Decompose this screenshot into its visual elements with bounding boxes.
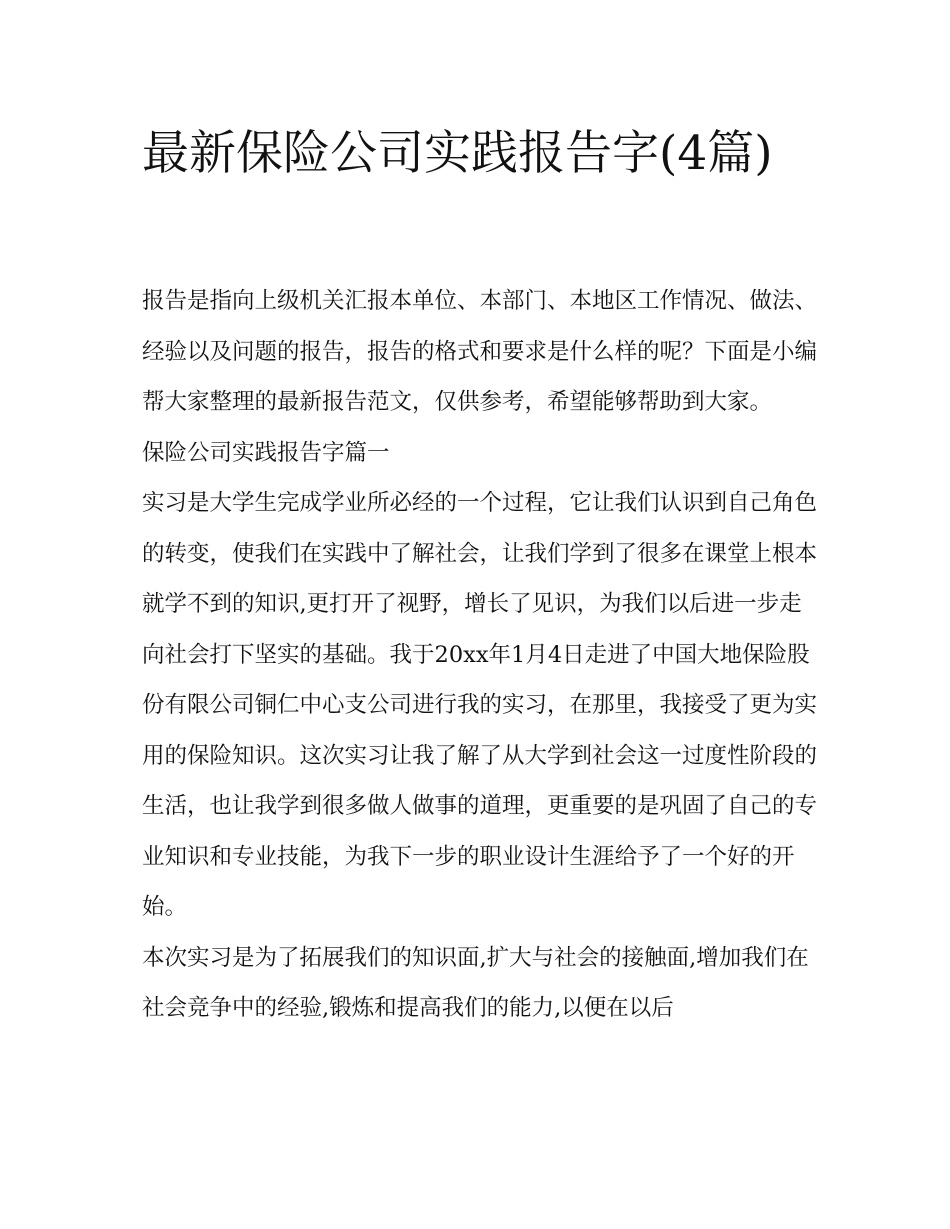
document-body	[142, 276, 822, 1034]
document-title: 最新保险公司实践报告字(4篇)	[142, 126, 773, 181]
body-paragraph: 本次实习是为了拓展我们的知识面,扩大与社会的接触面,增加我们在社会竞争中的经验,锻炼和提高我们的能力,以便在以后	[142, 944, 809, 1021]
intro-paragraph: 报告是指向上级机关汇报本单位、本部门、本地区工作情况、做法、经验以及问题的报告，报告的格式和要求是什么样的呢？下面是小编帮大家整理的最新报告范文，仅供参考，希望能够帮助到大家。	[142, 288, 818, 415]
section-heading: 保险公司实践报告字篇一	[142, 439, 390, 466]
body-paragraph: 实习是大学生完成学业所必经的一个过程，它让我们认识到自己角色的转变，使我们在实践中了解社会，让我们学到了很多在课堂上根本就学不到的知识,更打开了视野，增长了见识，为我们以后进一步走向社会打下坚实的基础。我于20xx年1月4日走进了中国大地保险股份有限公司铜仁中心支公司进行我的实习，在那里，我接受了更为实用的保险知识。这次实习让我了解了从大学到社会这一过度性阶段的生活，也让我学到很多做人做事的道理，更重要的是巩固了自己的专业知识和专业技能，为我下一步的职业设计生涯给予了一个好的开始。	[142, 490, 818, 920]
